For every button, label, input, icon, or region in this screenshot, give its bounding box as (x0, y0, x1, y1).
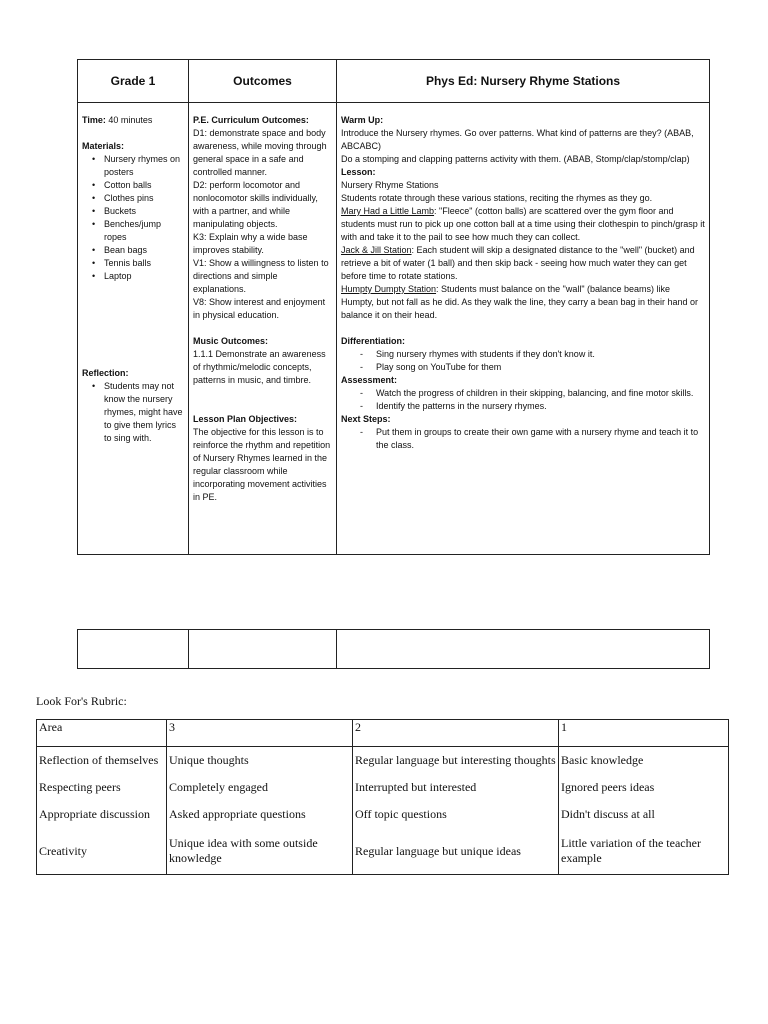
rubric-cell: Regular language but unique ideas (353, 828, 559, 875)
rubric-cell: Ignored peers ideas (559, 774, 729, 801)
station-jack-jill: Jack & Jill Station: Each student will skip a designated distance to the "well" (bucket) and retrieve a bit of water (1 ball) and then skip back - seeing how much water they can get before time to rotate stations. (341, 245, 695, 281)
list-item: • Cotton balls (104, 179, 184, 192)
list-item: - Identify the patterns in the nursery rhymes. (376, 400, 705, 413)
rubric-cell: Asked appropriate questions (167, 801, 353, 828)
header-lesson-title: Phys Ed: Nursery Rhyme Stations (337, 60, 710, 103)
warmup-text: Do a stomping and clapping patterns activity with them. (ABAB, Stomp/clap/stomp/clap) (341, 154, 690, 164)
differentiation-label: Differentiation: (341, 336, 405, 346)
time-line: Time: 40 minutes (82, 115, 153, 125)
station-mary: Mary Had a Little Lamb: "Fleece" (cotton balls) are scattered over the gym floor and students must run to pick up one cotton ball at a time using their clothespin to pinch/grasp it with and take it to the pail to see how much they can collect. (341, 206, 705, 242)
warmup-label: Warm Up: (341, 115, 384, 125)
reflection-list (82, 380, 184, 445)
empty-cell (337, 630, 710, 669)
lesson-cell (337, 103, 710, 555)
header-grade: Grade 1 (78, 60, 189, 103)
list-item: • Tennis balls (104, 257, 184, 270)
list-item: - Watch the progress of children in their skipping, balancing, and fine motor skills. (376, 387, 705, 400)
next-steps-label: Next Steps: (341, 414, 391, 424)
rubric-header-1: 1 (559, 720, 729, 747)
list-item: • Nursery rhymes on posters (104, 153, 184, 179)
rubric-cell: Unique thoughts (167, 747, 353, 775)
lesson-plan-table (77, 59, 710, 555)
list-item: • Laptop (104, 270, 184, 283)
rubric-cell: Appropriate discussion (37, 801, 167, 828)
outcome-line: D1: demonstrate space and body awareness, while moving through general space in a safe and controlled manner. (193, 128, 327, 177)
music-outcome-text: 1.1.1 Demonstrate an awareness of rhythmic/melodic concepts, patterns in music, and timbre. (193, 349, 326, 385)
music-outcomes-label: Music Outcomes: (193, 336, 269, 346)
list-item: • Clothes pins (104, 192, 184, 205)
empty-table (77, 629, 710, 669)
table-row (37, 720, 729, 747)
rubric-header-3: 3 (167, 720, 353, 747)
objectives-label: Lesson Plan Objectives: (193, 414, 298, 424)
details-cell (78, 103, 189, 555)
outcome-line: K3: Explain why a wide base improves stability. (193, 232, 308, 255)
rubric-cell: Interrupted but interested (353, 774, 559, 801)
rubric-cell: Basic knowledge (559, 747, 729, 775)
rubric-table (36, 719, 729, 875)
materials-list (82, 153, 184, 283)
outcome-line: D2: perform locomotor and nonlocomotor skills individually, with a partner, and while manipulating objects. (193, 180, 318, 229)
rubric-cell: Off topic questions (353, 801, 559, 828)
header-outcomes: Outcomes (189, 60, 337, 103)
warmup-text: Introduce the Nursery rhymes. Go over patterns. What kind of patterns are they? (ABAB, ABCABC) (341, 128, 694, 151)
empty-cell (78, 630, 189, 669)
rubric-cell: Reflection of themselves (37, 747, 167, 775)
table-row (37, 774, 729, 801)
station-humpty: Humpty Dumpty Station: Students must balance on the "wall" (balance beams) like Humpty, but not fall as he did. As they walk the line, they carry a bean bag in their hand or balance it on their head. (341, 284, 699, 320)
list-item: - Play song on YouTube for them (376, 361, 705, 374)
rubric-cell: Unique idea with some outside knowledge (167, 828, 353, 875)
list-item: • Buckets (104, 205, 184, 218)
table-row (37, 828, 729, 875)
lesson-text: Nursery Rhyme Stations (341, 180, 439, 190)
rubric-cell: Completely engaged (167, 774, 353, 801)
materials-label: Materials: (82, 141, 125, 151)
list-item: • Students may not know the nursery rhymes, might have to give them lyrics to sing with. (104, 380, 184, 445)
assessment-label: Assessment: (341, 375, 398, 385)
rubric-cell: Respecting peers (37, 774, 167, 801)
table-row (37, 747, 729, 775)
lesson-label: Lesson: (341, 167, 376, 177)
rubric-cell: Creativity (37, 828, 167, 875)
objectives-text: The objective for this lesson is to reinforce the rhythm and repetition of Nursery Rhymes learned in the regular classroom while incorporating movement activities in PE. (193, 427, 331, 502)
pe-outcomes-label: P.E. Curriculum Outcomes: (193, 115, 309, 125)
rubric-title: Look For's Rubric: (36, 694, 127, 708)
rubric-cell: Regular language but interesting thoughts (353, 747, 559, 775)
list-item: • Bean bags (104, 244, 184, 257)
rubric-header-2: 2 (353, 720, 559, 747)
list-item: • Benches/jump ropes (104, 218, 184, 244)
rubric-cell: Little variation of the teacher example (559, 828, 729, 875)
list-item: - Put them in groups to create their own game with a nursery rhyme and teach it to the class. (376, 426, 705, 452)
empty-cell (189, 630, 337, 669)
assessment-list (341, 387, 705, 413)
lesson-text: Students rotate through these various stations, reciting the rhymes as they go. (341, 193, 653, 203)
list-item: - Sing nursery rhymes with students if they don't know it. (376, 348, 705, 361)
next-steps-list (341, 426, 705, 452)
table-row (37, 801, 729, 828)
outcome-line: V1: Show a willingness to listen to directions and simple explanations. (193, 258, 329, 294)
rubric-cell: Didn't discuss at all (559, 801, 729, 828)
rubric-header-area: Area (37, 720, 167, 747)
reflection-label: Reflection: (82, 368, 129, 378)
differentiation-list (341, 348, 705, 374)
outcomes-cell (189, 103, 337, 555)
outcome-line: V8: Show interest and enjoyment in physical education. (193, 297, 326, 320)
